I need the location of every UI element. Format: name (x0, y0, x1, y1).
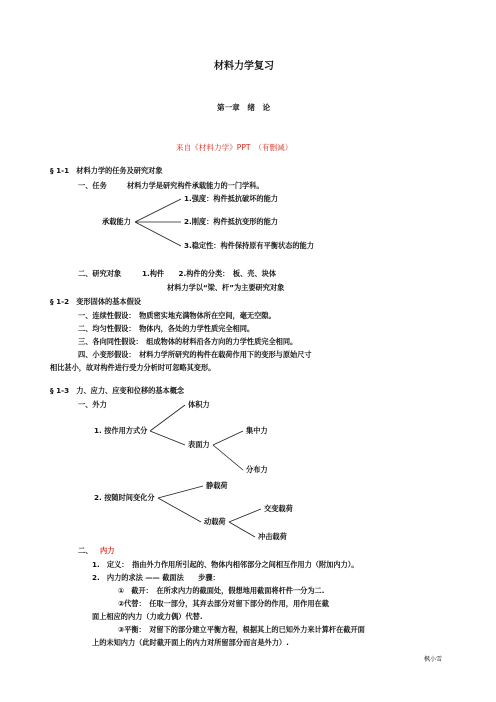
assumption-line-4: 四、小变形假设： 材料力学所研究的构件在载荷作用下的变形与原始尺寸 (78, 350, 312, 359)
fork-line-static (158, 486, 203, 498)
task-text: 材料力学是研究构件承载能力的一门学科。 (127, 181, 264, 190)
assumption-line-4-cont: 相比甚小，故对构件进行受力分析时可忽略其变形。 (50, 363, 216, 372)
capacity-label: 承载能力 (102, 217, 131, 226)
fork-line-dynamic (158, 498, 201, 522)
footer-mark: 枫小雪 (424, 656, 443, 663)
fork-line-stability (135, 222, 181, 246)
object-label: 二、研究对象 (78, 269, 122, 278)
fork-line-impact (229, 522, 255, 537)
fork-line-distributed (213, 445, 243, 470)
by-time-label: 2. 按随时间变化分 (94, 493, 155, 502)
section-heading-1-1: § 1-1 材料力学的任务及研究对象 (50, 166, 163, 175)
task-label: 一、任务 (78, 181, 107, 190)
fork-line-concentrated (213, 431, 243, 445)
definition-line: 1. 定义： 指由外力作用所引起的、物体内相邻部分之间相互作用力（附加内力）。 (92, 560, 359, 569)
step-3: ③平衡： 对留下的部分建立平衡方程，根据其上的已知外力来计算杆在截开面 (118, 625, 365, 634)
static-load-label: 静载荷 (206, 481, 228, 490)
method-line: 2. 内力的求法 —— 截面法 步骤： (92, 573, 220, 582)
step-1: ① 截开： 在所求内力的截面处，假想地用截面将杆件一分为二. (118, 586, 325, 595)
distributed-force-label: 分布力 (246, 465, 268, 474)
dynamic-load-label: 动载荷 (204, 517, 226, 526)
page-title: 材料力学复习 (214, 61, 274, 72)
object-text: 1.构件 2.构件的分类： 板、壳、块体 (142, 269, 277, 278)
surface-force-label: 表面力 (188, 440, 210, 449)
fork-line-surface-force (150, 431, 185, 445)
internal-force-heading: 内力 (100, 546, 115, 555)
fork-line-alternating (229, 509, 261, 522)
assumption-line-3: 三、各向同性假设： 组成物体的材料沿各方向的力学性质完全相同。 (78, 337, 298, 346)
fork-line-body-force (150, 405, 185, 431)
capacity-item-stiffness: 2.刚度：构件抵抗变形的能力 (184, 217, 278, 226)
fork-line-strength (135, 199, 181, 222)
body-force-label: 体积力 (188, 400, 210, 409)
chapter-title: 第一章 绪 论 (217, 103, 271, 112)
step-2-cont: 面上相应的内力（力或力偶）代替. (92, 612, 203, 621)
external-force-label: 一、外力 (78, 400, 107, 409)
capacity-item-strength: 1.强度：构件抵抗破坏的能力 (184, 194, 278, 203)
assumption-line-1: 一、连续性假设： 物质密实地充满物体所在空间，毫无空隙。 (78, 311, 276, 320)
step-3-cont: 上的未知内力（此时截开面上的内力对所留部分而言是外力）. (92, 638, 289, 647)
step-2: ②代替： 任取一部分，其弃去部分对留下部分的作用，用作用在截 (118, 599, 329, 608)
concentrated-force-label: 集中力 (246, 426, 268, 435)
impact-load-label: 冲击载荷 (258, 532, 287, 541)
section-heading-1-3: § 1-3 力、应力、应变和位移的基本概念 (50, 386, 185, 395)
assumption-line-2: 二、均匀性假设： 物体内，各处的力学性质完全相同。 (78, 324, 255, 333)
section-heading-1-2: § 1-2 变形固体的基本假设 (50, 297, 141, 306)
object-text-2: 材料力学以“梁、杆”为主要研究对象 (167, 283, 285, 292)
alternating-load-label: 交变载荷 (264, 504, 293, 513)
by-action-label: 1. 按作用方式分 (94, 426, 148, 435)
capacity-item-stability: 3.稳定性：构件保持原有平衡状态的能力 (184, 241, 314, 250)
internal-force-prefix: 二、 (78, 546, 93, 555)
source-note: 来自《材料力学》PPT （有删减） (176, 143, 293, 152)
